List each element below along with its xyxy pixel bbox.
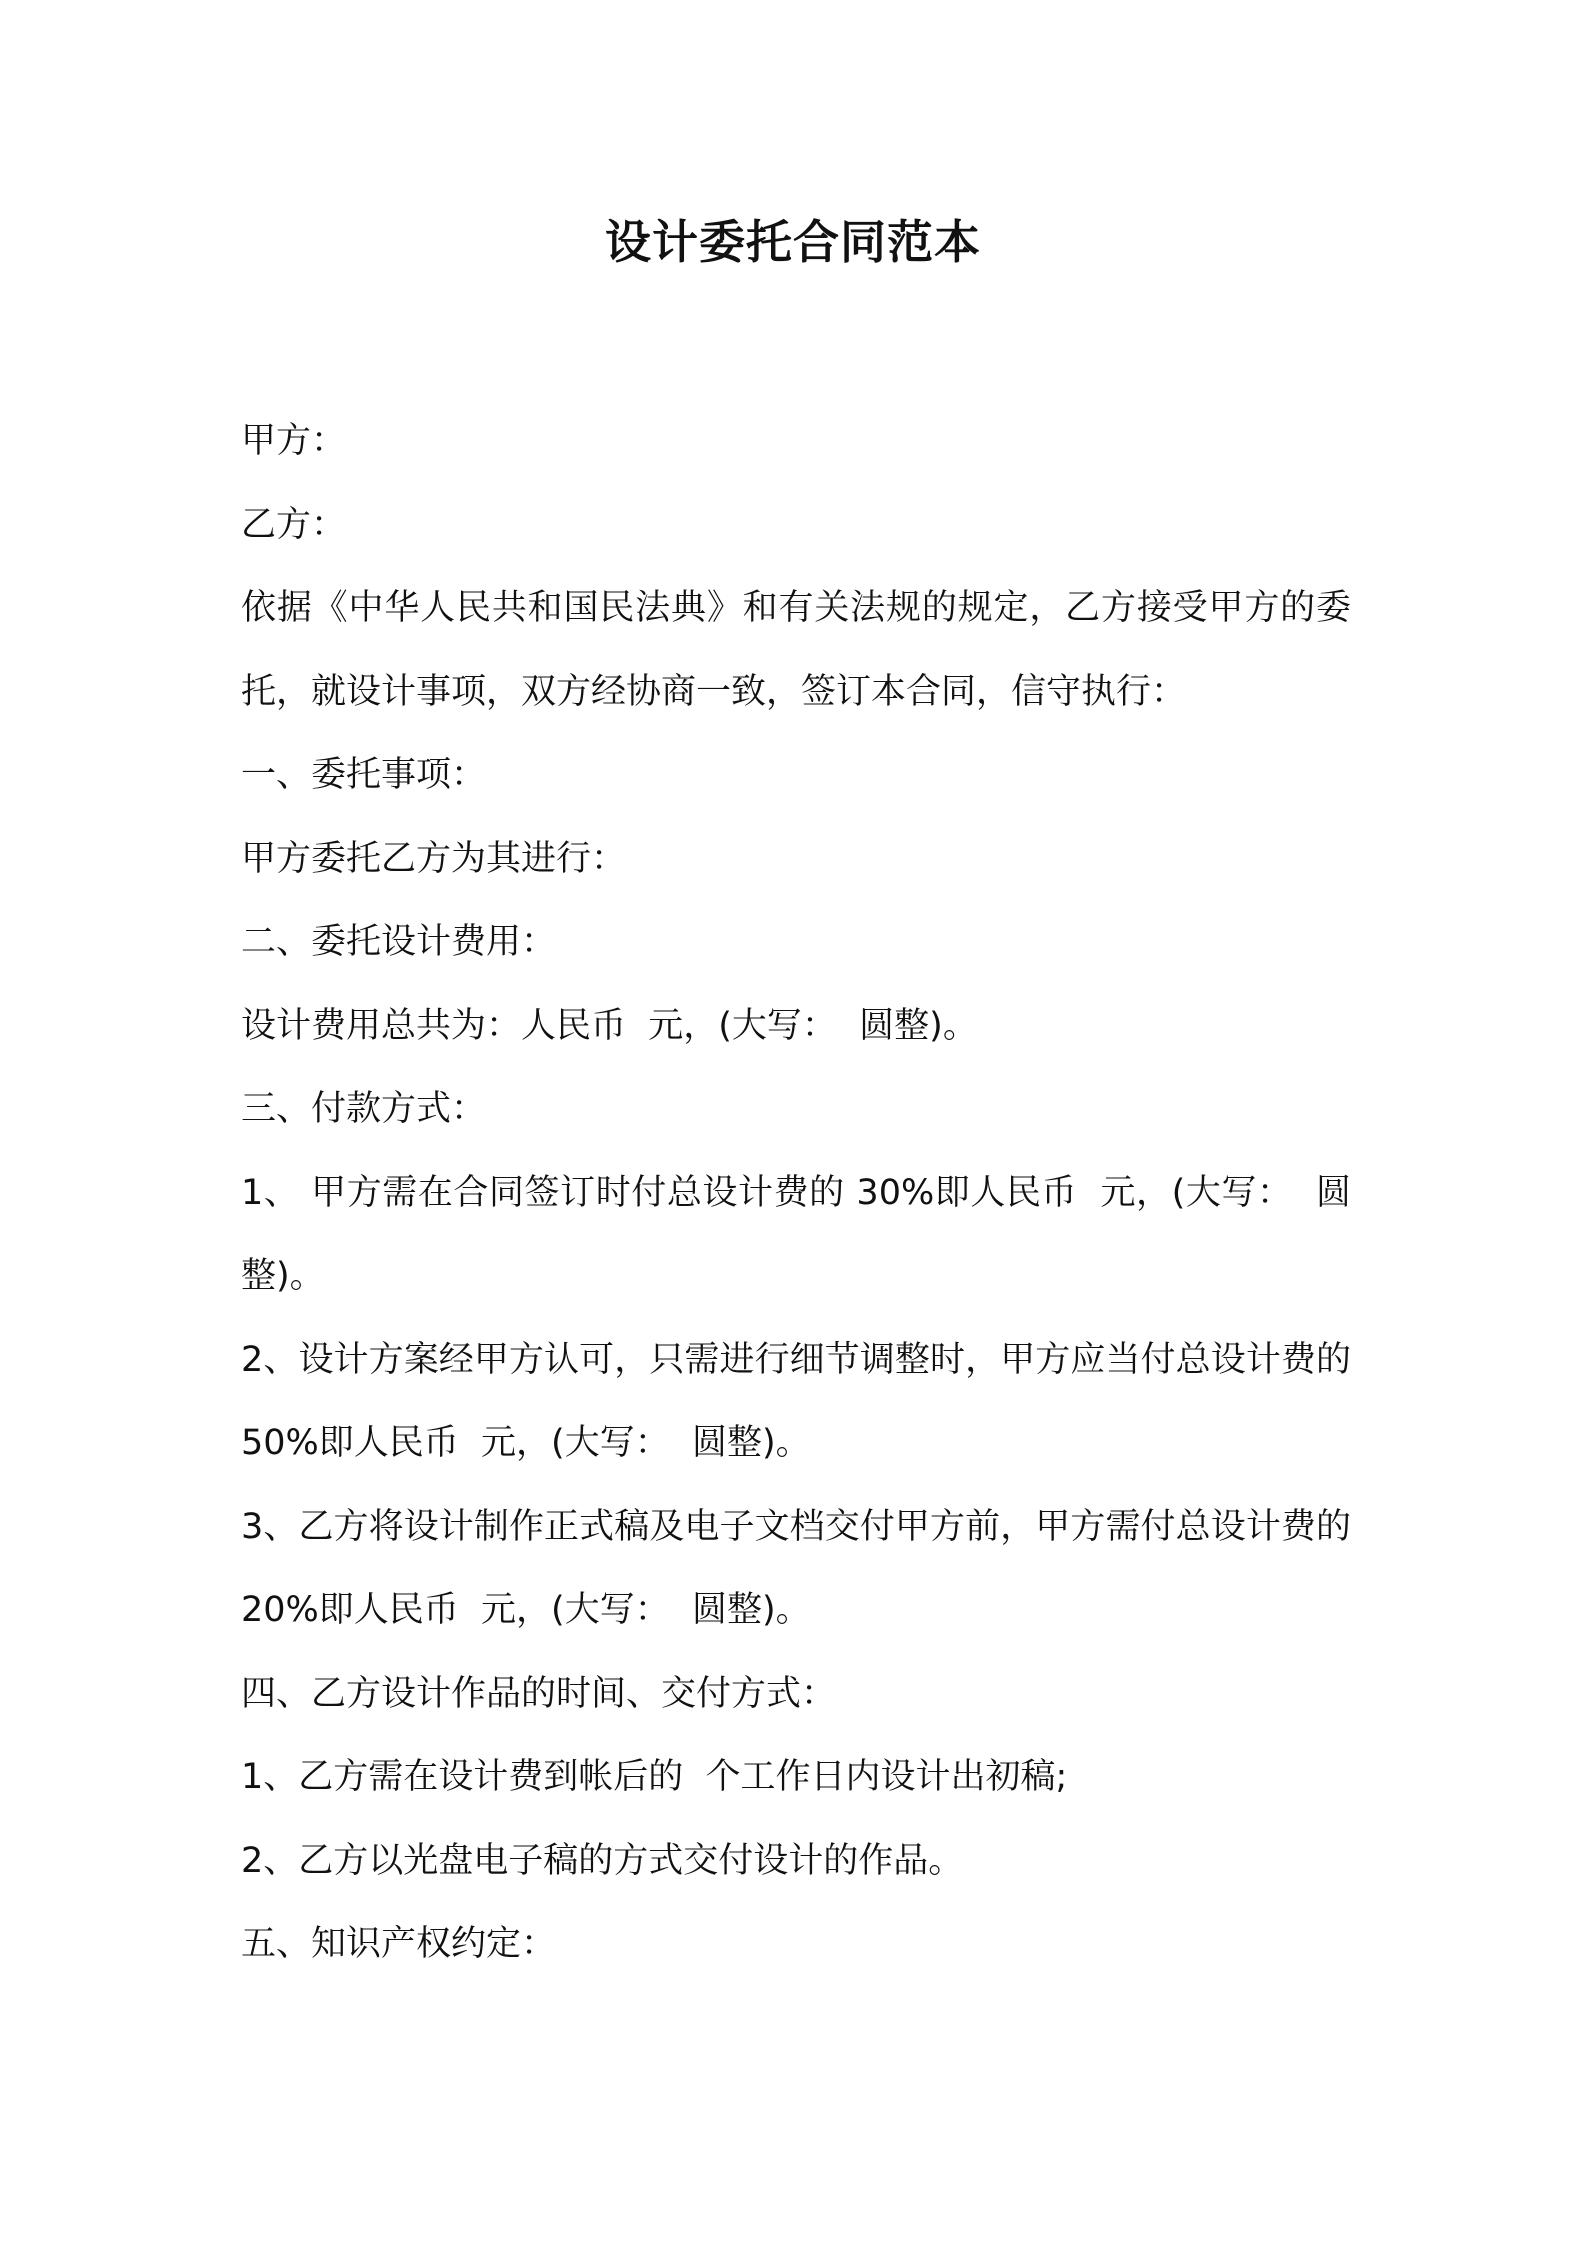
document-body [241, 400, 1363, 1987]
delivery-clause-1: 1、乙方需在设计费到帐后的 个工作日内设计出初稿; [241, 1757, 1068, 1797]
section-3-heading: 三、付款方式： [241, 1089, 487, 1129]
party-b-line: 乙方： [241, 504, 347, 545]
section-4-heading: 四、乙方设计作品的时间、交付方式： [241, 1673, 837, 1714]
document-title: 设计委托合同范本 [605, 215, 981, 269]
payment-clause-2: 2、设计方案经甲方认可，只需进行细节调整时，甲方应当付总设计费的 50%即人民币 元，(大写： 圆整)。 [241, 1339, 1363, 1463]
payment-clause-1: 1、 甲方需在合同签订时付总设计费的 30%即人民币 元，(大写： 圆整)。 [241, 1172, 1351, 1296]
preamble-paragraph: 依据《中华人民共和国民法典》和有关法规的规定，乙方接受甲方的委托，就设计事项，双方经协商一致，签订本合同，信守执行： [241, 588, 1351, 712]
section-5-heading: 五、知识产权约定： [241, 1924, 557, 1964]
payment-clause-3: 3、乙方将设计制作正式稿及电子文档交付甲方前，甲方需付总设计费的 20%即人民币 元，(大写： 圆整)。 [241, 1506, 1363, 1630]
section-2-heading: 二、委托设计费用： [241, 922, 557, 962]
section-2-text: 设计费用总共为：人民币 元，(大写： 圆整)。 [241, 1005, 978, 1046]
section-1-heading: 一、委托事项： [241, 755, 487, 795]
party-a-line: 甲方： [241, 421, 347, 461]
section-1-text: 甲方委托乙方为其进行： [241, 838, 627, 879]
delivery-clause-2: 2、乙方以光盘电子稿的方式交付设计的作品。 [241, 1840, 964, 1881]
